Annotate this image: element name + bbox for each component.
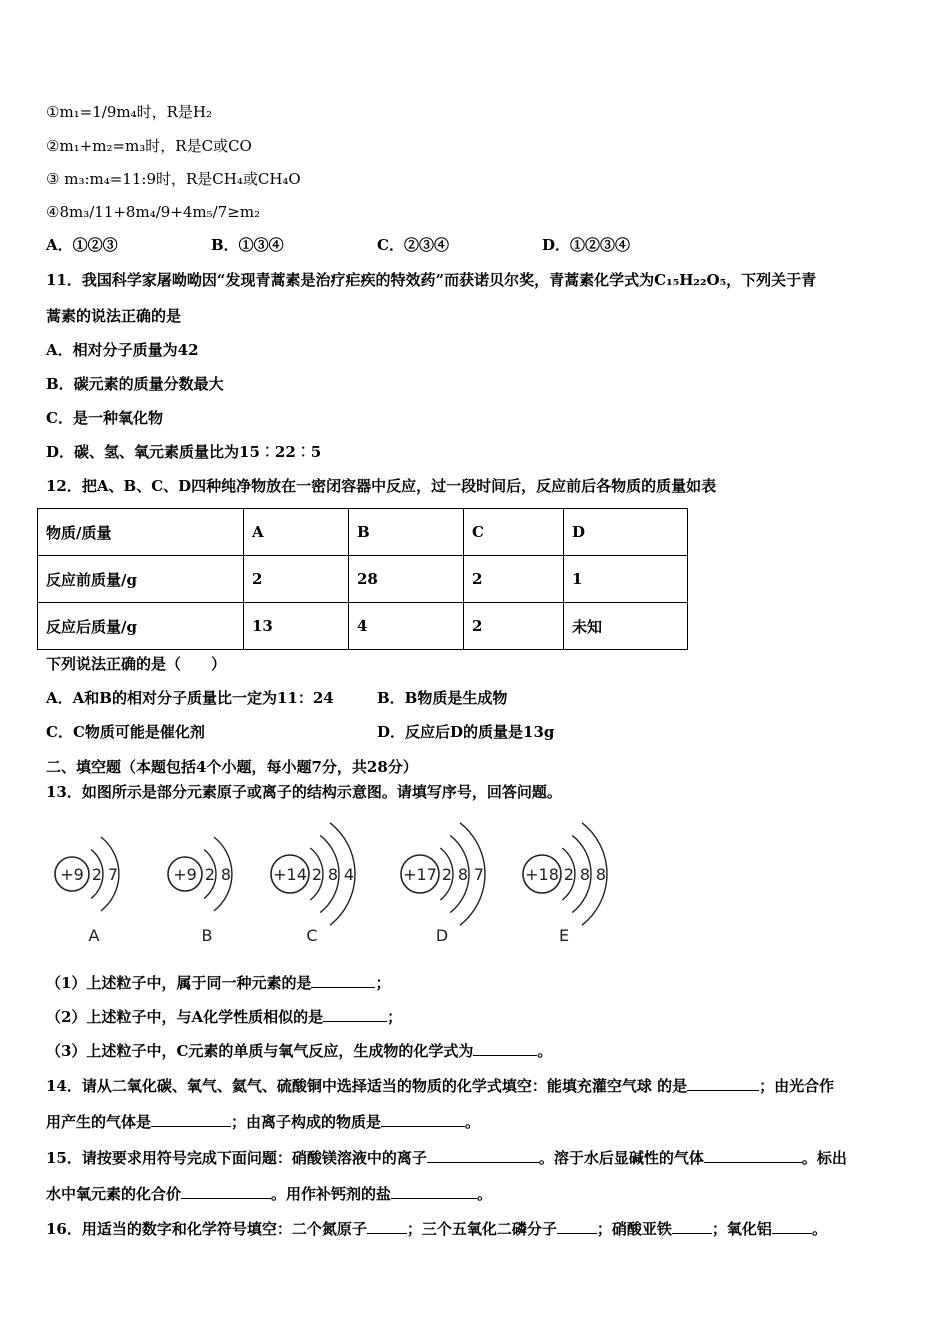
electron-count: 4 [343, 865, 355, 884]
q14-line-2 [46, 1112, 480, 1132]
q13-stem: 13．如图所示是部分元素原子或离子的结构示意图。请填写序号，回答问题。 [46, 783, 562, 801]
nucleus-charge: +18 [525, 865, 559, 884]
q10-option-b: B．①③④ [211, 236, 284, 254]
answer-blank[interactable] [367, 1219, 407, 1234]
q10-option-a: A．①②③ [46, 236, 118, 254]
electron-count: 7 [473, 865, 485, 884]
table-cell: 未知 [564, 603, 688, 650]
nucleus-charge: +14 [273, 865, 307, 884]
electron-count: 2 [91, 865, 103, 884]
q10-statement-1: ①m₁=1/9m₄时，R是H₂ [46, 103, 213, 121]
q14-text-b: ；由光合作 [759, 1077, 835, 1095]
q13-part-3-text: （3）上述粒子中，C元素的单质与氧气反应，生成物的化学式为 [46, 1042, 474, 1060]
q15-line-2 [46, 1184, 492, 1204]
answer-blank[interactable] [704, 1148, 802, 1163]
table-header-cell: B [349, 509, 464, 556]
answer-blank[interactable] [323, 1007, 387, 1022]
q16-text-a: 16．用适当的数字和化学符号填空：二个氮原子 [46, 1220, 367, 1238]
q13-part-2 [46, 1007, 402, 1027]
electron-count: 8 [327, 865, 339, 884]
answer-blank[interactable] [427, 1148, 539, 1163]
q11-option-b: B．碳元素的质量分数最大 [46, 375, 224, 393]
q10-statement-4: ④8m₃/11+8m₄/9+4m₅/7≥m₂ [46, 203, 261, 221]
q13-part-1 [46, 973, 390, 993]
q16-line [46, 1219, 827, 1239]
table-cell: 反应后质量/g [38, 603, 244, 650]
section-heading: 二、填空题（本题包括4个小题，每小题7分，共28分） [46, 758, 418, 776]
q13-part-2-text: （2）上述粒子中，与A化学性质相似的是 [46, 1008, 324, 1026]
electron-count: 2 [441, 865, 453, 884]
table-header-cell: A [244, 509, 349, 556]
q15-text-f: 。 [477, 1185, 493, 1203]
nucleus-charge: +9 [60, 865, 84, 884]
answer-blank[interactable] [557, 1219, 597, 1234]
q15-text-d: 水中氧元素的化合价 [46, 1185, 182, 1203]
electron-count: 8 [579, 865, 591, 884]
table-cell: 反应前质量/g [38, 556, 244, 603]
table-row [38, 603, 688, 650]
answer-blank[interactable] [311, 973, 375, 988]
diagram-label: A [88, 926, 100, 945]
electron-count: 2 [311, 865, 323, 884]
q14-text-a: 14．请从二氧化碳、氧气、氦气、硫酸铜中选择适当的物质的化学式填空：能填充灌空气球 的是 [46, 1077, 688, 1095]
table-cell: 4 [349, 603, 464, 650]
diagram-label: B [201, 926, 213, 945]
table-header-row [38, 509, 688, 556]
q13-part-2-end: ； [387, 1008, 403, 1026]
electron-count: 8 [457, 865, 469, 884]
q11-stem-a: 11．我国科学家屠呦呦因“发现青蒿素是治疗疟疾的特效药”而获诺贝尔奖，青蒿素化学式为 [46, 271, 655, 289]
table-cell: 28 [349, 556, 464, 603]
q12-option-d: D．反应后D的质量是13g [377, 723, 555, 741]
diagram-label: E [558, 926, 570, 945]
q14-text-d: ；由离子构成的物质是 [231, 1113, 382, 1131]
answer-blank[interactable] [473, 1041, 537, 1056]
q13-part-1-end: ； [375, 974, 391, 992]
q10-statement-2: ②m₁+m₂=m₃时，R是C或CO [46, 137, 252, 155]
electron-count: 2 [563, 865, 575, 884]
q16-text-b: ；三个五氧化二磷分子 [406, 1220, 557, 1238]
table-header-cell: 物质/质量 [38, 509, 244, 556]
q10-option-c: C．②③④ [377, 236, 449, 254]
atom-diagrams [40, 806, 640, 956]
answer-blank[interactable] [181, 1184, 271, 1199]
q11-option-a: A．相对分子质量为42 [46, 341, 199, 359]
nucleus-charge: +17 [403, 865, 437, 884]
q12-mass-table [37, 508, 688, 650]
q16-text-e: 。 [811, 1220, 827, 1238]
q11-formula: C₁₅H₂₂O₅ [654, 271, 727, 289]
answer-blank[interactable] [672, 1219, 712, 1234]
electron-count: 8 [595, 865, 607, 884]
q12-stem: 12．把A、B、C、D四种纯净物放在一密闭容器中反应，过一段时间后，反应前后各物质的质量如表 [46, 477, 717, 495]
q15-text-b: 。溶于水后显碱性的气体 [538, 1149, 704, 1167]
electron-count: 7 [107, 865, 119, 884]
answer-blank[interactable] [772, 1219, 812, 1234]
nucleus-charge: +9 [173, 865, 197, 884]
q12-option-b: B．B物质是生成物 [377, 689, 508, 707]
answer-blank[interactable] [151, 1112, 231, 1127]
q16-text-d: ；氧化铝 [711, 1220, 772, 1238]
q15-line-1 [46, 1148, 847, 1168]
q16-text-c: ；硝酸亚铁 [596, 1220, 672, 1238]
q14-text-c: 用产生的气体是 [46, 1113, 152, 1131]
table-cell: 13 [244, 603, 349, 650]
q15-text-a: 15．请按要求用符号完成下面问题：硝酸镁溶液中的离子 [46, 1149, 427, 1167]
q13-part-3 [46, 1041, 552, 1061]
q15-text-e: 。用作补钙剂的盐 [271, 1185, 392, 1203]
answer-blank[interactable] [381, 1112, 465, 1127]
diagram-label: C [306, 926, 318, 945]
table-cell: 2 [464, 603, 564, 650]
q14-line-1 [46, 1076, 834, 1096]
table-header-cell: D [564, 509, 688, 556]
q15-text-c: 。标出 [801, 1149, 847, 1167]
electron-count: 8 [220, 865, 232, 884]
diagram-label: D [435, 926, 449, 945]
table-header-cell: C [464, 509, 564, 556]
q11-option-d: D．碳、氢、氧元素质量比为15︰22︰5 [46, 443, 322, 461]
q10-option-d: D．①②③④ [542, 236, 631, 254]
q11-option-c: C．是一种氧化物 [46, 409, 163, 427]
answer-blank[interactable] [687, 1076, 759, 1091]
q10-statement-3: ③ m₃:m₄=11:9时，R是CH₄或CH₄O [46, 170, 301, 188]
table-cell: 2 [464, 556, 564, 603]
q14-text-e: 。 [465, 1113, 481, 1131]
q11-stem [46, 270, 816, 290]
q13-part-1-text: （1）上述粒子中，属于同一种元素的是 [46, 974, 312, 992]
q11-stem-b: ，下列关于青 [726, 271, 817, 289]
electron-count: 2 [204, 865, 216, 884]
q11-stem-cont: 蒿素的说法正确的是 [46, 307, 182, 325]
table-row [38, 556, 688, 603]
table-cell: 1 [564, 556, 688, 603]
q13-part-3-end: 。 [537, 1042, 553, 1060]
answer-blank[interactable] [391, 1184, 477, 1199]
table-cell: 2 [244, 556, 349, 603]
q12-option-a: A．A和B的相对分子质量比一定为11：24 [46, 689, 334, 707]
q12-prompt: 下列说法正确的是（ ） [46, 655, 227, 673]
q12-option-c: C．C物质可能是催化剂 [46, 723, 205, 741]
